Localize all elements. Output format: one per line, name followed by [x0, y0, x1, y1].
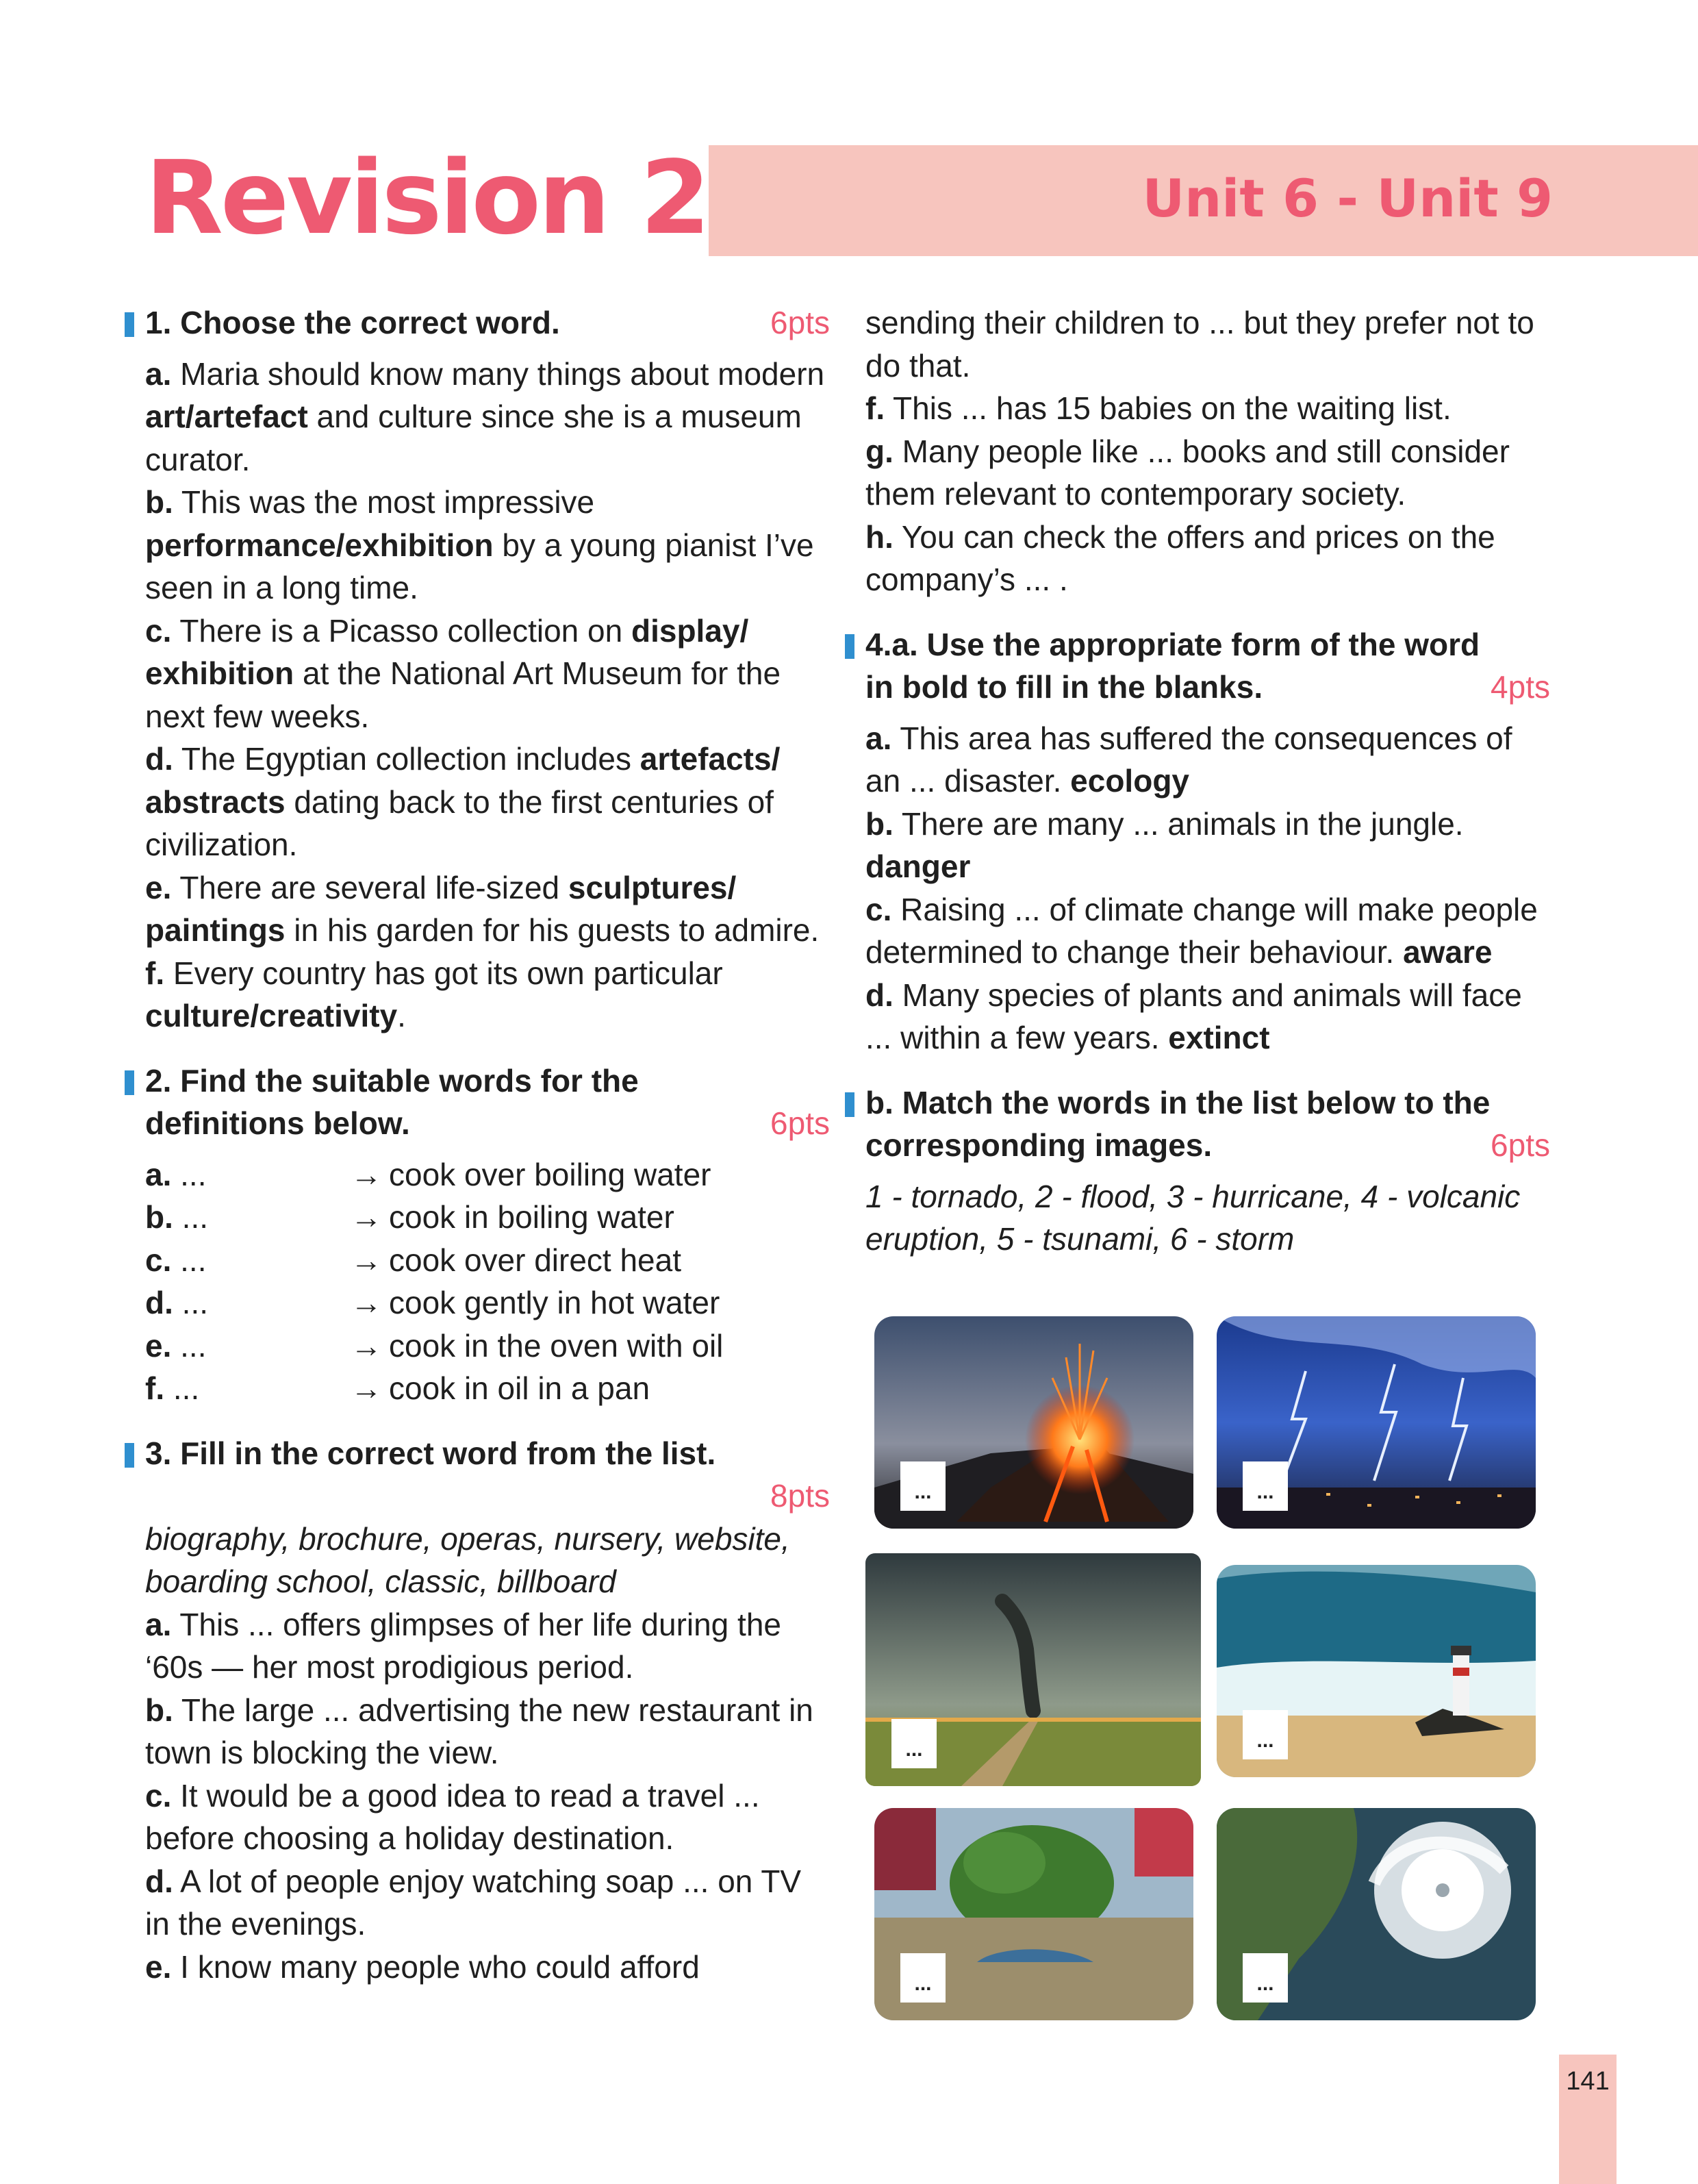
page-number: 141: [1566, 2067, 1610, 2096]
section-marker-icon: [845, 634, 854, 659]
answer-box[interactable]: ...: [1243, 1461, 1288, 1511]
arrow-icon: →: [351, 1156, 382, 1192]
definition-row: b. ... → cook in boiling water: [145, 1196, 830, 1239]
storm-image: [1217, 1316, 1536, 1529]
exercise-2: [145, 1059, 830, 1410]
arrow-icon: →: [351, 1285, 382, 1320]
exercise-3-item: a. This ... offers glimpses of her life during the ‘60s — her most prodigious period.: [145, 1606, 781, 1685]
exercise-4a-item: d. Many species of plants and animals will face ... within a few years. extinct: [865, 977, 1522, 1055]
exercise-1-item: e. There are several life-sized sculptures/ paintings in his garden for his guests to admire.: [145, 869, 820, 948]
tornado-image: [865, 1553, 1201, 1786]
section-marker-icon: [845, 1092, 854, 1117]
exercise-4a-heading: 4.a. Use the appropriate form of the word in bold to fill in the blanks. 4pts: [865, 623, 1550, 709]
answer-box[interactable]: ...: [891, 1719, 937, 1768]
exercise-1-item: b. This was the most impressive performance/exhibition by a young pianist I’ve seen in a long time.: [145, 484, 814, 605]
exercise-2-heading: 2. Find the suitable words for the definitions below. 6pts: [145, 1059, 830, 1145]
exercise-3-item-e-continued: sending their children to ... but they prefer not to do that.: [865, 305, 1534, 384]
exercise-3-item: f. This ... has 15 babies on the waiting list.: [865, 390, 1452, 426]
exercise-3-item: d. A lot of people enjoy watching soap ... on TV in the evenings.: [145, 1863, 802, 1942]
page-title: Revision 2: [145, 139, 708, 257]
unit-range: Unit 6 - Unit 9: [1142, 168, 1553, 229]
exercise-3-heading: 3. Fill in the correct word from the list.: [145, 1432, 830, 1475]
item-e-start: I know many people who could afford: [171, 1948, 700, 1985]
exercise-4b-heading: b. Match the words in the list below to the corresponding images. 6pts: [865, 1081, 1550, 1167]
definition-row: f. ... → cook in oil in a pan: [145, 1367, 830, 1410]
exercise-4a-points: 4pts: [1491, 669, 1550, 705]
arrow-icon: →: [351, 1370, 382, 1406]
exercise-4b-points: 6pts: [1491, 1127, 1550, 1163]
section-marker-icon: [125, 312, 134, 337]
exercise-4a: [865, 623, 1550, 1059]
answer-box[interactable]: ...: [900, 1461, 946, 1511]
exercise-3-points: 8pts: [770, 1478, 830, 1514]
exercise-1-points: 6pts: [770, 305, 830, 340]
arrow-icon: →: [351, 1327, 382, 1364]
unit-banner: [709, 145, 1698, 256]
word-list: 1 - tornado, 2 - flood, 3 - hurricane, 4 - volcanic eruption, 5 - tsunami, 6 - storm: [865, 1178, 1521, 1257]
exercise-1-item: c. There is a Picasso collection on display/ exhibition at the National Art Museum for the next few weeks.: [145, 612, 781, 734]
definition-row: c. ... → cook over direct heat: [145, 1239, 830, 1282]
answer-box[interactable]: ...: [900, 1953, 946, 2003]
exercise-1-item: d. The Egyptian collection includes artefacts/ abstracts dating back to the first centuries of civilization.: [145, 741, 781, 862]
definition-row: a. ... → cook over boiling water: [145, 1153, 830, 1196]
exercise-3-item: b. The large ... advertising the new restaurant in town is blocking the view.: [145, 1692, 813, 1770]
exercise-3-item: c. It would be a good idea to read a travel ... before choosing a holiday destination.: [145, 1777, 760, 1856]
exercise-1-item: a. Maria should know many things about modern art/artefact and culture since she is a museum curator.: [145, 355, 825, 477]
arrow-icon: →: [351, 1199, 382, 1235]
left-column: [145, 301, 830, 1988]
exercise-3-item: h. You can check the offers and prices on the company’s ... .: [865, 518, 1495, 597]
exercise-1-heading: 1. Choose the correct word. 6pts: [145, 301, 830, 344]
exercise-4a-item: c. Raising ... of climate change will make people determined to change their behaviour. aware: [865, 891, 1538, 970]
section-marker-icon: [125, 1443, 134, 1468]
exercise-3-item: g. Many people like ... books and still consider them relevant to contemporary society.: [865, 433, 1510, 512]
definition-row: e. ... → cook in the oven with oil: [145, 1325, 830, 1368]
word-list: biography, brochure, operas, nursery, website, boarding school, classic, billboard: [145, 1520, 790, 1599]
flood-image: [874, 1808, 1193, 2020]
exercise-3: [145, 1432, 830, 1989]
exercise-1: [145, 301, 830, 1038]
exercise-4a-item: a. This area has suffered the consequences of an ... disaster. ecology: [865, 720, 1512, 799]
section-marker-icon: [125, 1070, 134, 1095]
hurricane-image: [1217, 1808, 1536, 2020]
exercise-4a-item: b. There are many ... animals in the jungle. danger: [865, 805, 1464, 884]
volcano-image: [874, 1316, 1193, 1529]
exercise-4b: [865, 1081, 1550, 1261]
answer-box[interactable]: ...: [1243, 1710, 1288, 1759]
definition-row: d. ... → cook gently in hot water: [145, 1281, 830, 1325]
arrow-icon: →: [351, 1242, 382, 1278]
answer-box[interactable]: ...: [1243, 1953, 1288, 2003]
exercise-2-points: 6pts: [770, 1105, 830, 1141]
right-column: [865, 301, 1550, 1261]
page-number-tab: [1559, 2055, 1617, 2184]
exercise-1-item: f. Every country has got its own particular culture/creativity.: [145, 955, 723, 1033]
tsunami-image: [1217, 1565, 1536, 1777]
exercise-3-item: e. I know many people who could afford: [145, 1948, 700, 1985]
